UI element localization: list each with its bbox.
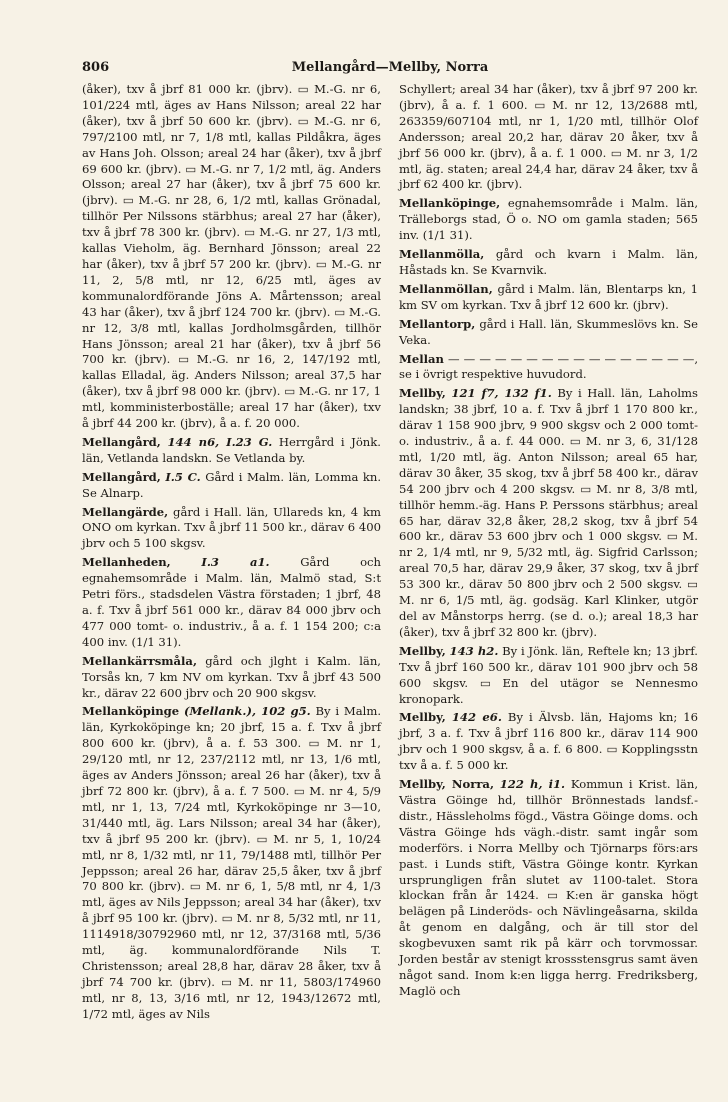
entry-continuation	[399, 82, 698, 193]
entry-text: Gård i Malm. län, Lomma kn. Se Alnarp.	[82, 469, 382, 500]
entry-headword: Mellanmöllan,	[399, 281, 493, 296]
entry-headword: Mellby, Norra,	[399, 777, 494, 792]
entry-text: gård i Hall. län, Ullareds kn, 4 km ONO om kyrkan. Txv å jbrf 11 500 kr., därav 6 400 jbrv och 5 100 skgsv.	[82, 504, 381, 551]
map-reference: 121 f7, 132 f1.	[451, 386, 552, 401]
map-reference: 142 e6.	[451, 710, 502, 725]
entry-headword: Mellanköpinge,	[399, 196, 501, 211]
dictionary-entry	[82, 505, 381, 553]
entry-text: Gård och egnahemsområde i Malm. län, Malmö stad, S:t Petri förs., stadsdelen Västra förstaden; 1 jbrf, 48 a. f. Txv å jbrf 561 000 kr., därav 84 000 jbrv och 477 000 tomt- o. industriv., å a. f. 1 154 200; c:a 400 inv. (1/1 31).	[82, 555, 382, 649]
running-head: Mellangård—Mellby, Norra	[291, 60, 489, 75]
dictionary-entry	[399, 710, 698, 774]
map-reference: I.5 C.	[165, 469, 201, 484]
entry-headword: Mellby,	[399, 643, 446, 658]
dictionary-entry	[82, 470, 381, 502]
entry-headword: Mellankärrsmåla,	[82, 653, 197, 668]
entry-text: Kommun i Krist. län, Västra Göinge hd, tillhör Brönnestads landsf.-distr., Hässleholms fögd., Västra Göinge doms. och Västra Göinge hds vägh.-distr. samt ingår som moderförs. i Norra Mellby och Tjörnarps förs:ars past. i Lunds stift, Västra Göinge kontr. Kyrkan ursprungligen från slutet av 1100-talet. Stora klockan från år 1424. ▭ K:en är ganska högt belägen på Linderöds- och Nävlingeåsarna, skilda åt genom en dalgång, och är till stor del skogbevuxen samt rik på kärr och torvmossar. Jorden består av stenigt krossstensgrus samt även något sand. Inom k:en ligga herrg. Fredriksberg, Maglö och	[399, 777, 699, 998]
dictionary-entry	[399, 317, 698, 349]
dictionary-entry	[399, 282, 698, 314]
entry-text: Schyllert; areal 34 har (åker), txv å jbrf 97 200 kr. (jbrv), å a. f. 1 600. ▭ M. nr 12, 13/2688 mtl, 263359/607104 mtl, nr 1, 1/20 mtl, tillhör Olof Andersson; areal 20,2 har, därav 20 åker, txv å jbrf 56 000 kr. (jbrv), å a. f. 1 000. ▭ M. nr 3, 1/2 mtl, äg. staten; areal 24,4 har, därav 24 åker, txv å jbrf 62 400 kr. (jbrv).	[399, 82, 698, 192]
entry-headword: Mellangärde,	[82, 504, 169, 519]
right-column	[399, 82, 698, 1026]
entry-text: Herrgård i Jönk. län, Vetlanda landskn. Se Vetlanda by.	[82, 434, 381, 465]
entry-headword: Mellan	[399, 351, 444, 366]
dictionary-entry	[82, 555, 381, 650]
entry-headword: Mellby,	[399, 710, 446, 725]
map-reference: 143 h2.	[449, 643, 499, 658]
entry-headword: Mellanköpinge	[82, 704, 180, 719]
entry-text: gård i Malm. län, Blentarps kn, 1 km SV om kyrkan. Txv å jbrf 12 600 kr. (jbrv).	[399, 281, 699, 312]
entry-headword: Mellanheden,	[82, 555, 171, 570]
entry-text: gård och jlght i Kalm. län, Torsås kn, 7 km NV om kyrkan. Txv å jbrf 43 500 kr., därav 22 600 jbrv och 20 900 skgsv.	[82, 653, 381, 700]
dictionary-entry	[399, 386, 698, 641]
entry-headword: Mellantorp,	[399, 316, 476, 331]
entry-continuation	[82, 82, 381, 432]
entry-headword: Mellangård,	[82, 434, 161, 449]
map-reference: 144 n6, I.23 G.	[167, 434, 273, 449]
entry-text: (åker), txv å jbrf 81 000 kr. (jbrv). ▭ M.-G. nr 6, 101/224 mtl, äges av Hans Nilsson; areal 22 har (åker), txv å jbrf 50 600 kr. (jbrv). ▭ M.-G. nr 6, 797/2100 mtl, nr 7, 1/8 mtl, kallas Pildåkra, äges av Hans Joh. Olsson; areal 24 har (åker), txv å jbrf 69 600 kr. (jbrv). ▭ M.-G. nr 7, 1/2 mtl, äg. Anders Olsson; areal 27 har (åker), txv å jbrf 75 600 kr. (jbrv). ▭ M.-G. nr 28, 6, 1/2 mtl, kallas Grönadal, tillhör Per Nilssons stärbhus; areal 27 har (åker), txv å jbrf 78 300 kr. (jbrv). ▭ M.-G. nr 27, 1/3 mtl, kallas Vieholm, äg. Bernhard Jönsson; areal 22 har (åker), txv å jbrf 57 200 kr. (jbrv). ▭ M.-G. nr 11, 2, 5/8 mtl, nr 12, 6/25 mtl, äges av kommunalordförande Jöns A. Mårtensson; areal 43 har (åker), txv å jbrf 124 700 kr. (jbrv). ▭ M.-G. nr 12, 3/8 mtl, kallas Jordholmsgården, tillhör Hans Jönsson; areal 21 har (åker), txv å jbrf 56 700 kr. (jbrv). ▭ M.-G. nr 16, 2, 147/192 mtl, kallas Elladal, äg. Anders Nilsson; areal 37,5 har (åker), txv å jbrf 98 000 kr. (jbrv). ▭ M.-G. nr 17, 1 mtl, komministerboställe; areal 17 har (åker), txv å jbrf 44 200 kr. (jbrv), å a. f. 20 000.	[82, 82, 381, 431]
dictionary-entry	[82, 654, 381, 702]
dictionary-entry	[399, 247, 698, 279]
left-column	[82, 82, 381, 1026]
entry-text: By i Hall. län, Laholms landskn; 38 jbrf, 10 a. f. Txv å jbrf 1 170 800 kr., därav 1 158 900 jbrv, 9 900 skgsv och 2 000 tomt- o. industriv., å a. f. 44 000. ▭ M. nr 3, 6, 31/128 mtl, 1/20 mtl, äg. Anton Nilsson; areal 65 har, därav 30 åker, 35 skog, txv å jbrf 58 400 kr., därav 54 200 jbrv och 4 200 skgsv. ▭ M. nr 8, 3/8 mtl, tillhör hemm.-äg. Hans P. Perssons stärbhus; areal 65 har, därav 32,8 åker, 28,2 skog, txv å jbrf 54 600 kr., därav 53 600 jbrv och 1 000 skgsv. ▭ M. nr 2, 1/4 mtl, nr 9, 5/32 mtl, äg. Sigfrid Carlsson; areal 70,5 har, därav 29,9 åker, 37 skog, txv å jbrf 53 300 kr., därav 50 800 jbrv och 2 500 skgsv. ▭ M. nr 6, 1/5 mtl, äg. godsäg. Karl Klinker, utgör del av Månstorps herrg. (se d. o.); areal 18,3 har (åker), txv å jbrf 32 800 kr. (jbrv).	[399, 386, 698, 639]
dictionary-entry	[399, 777, 698, 1000]
page-header	[82, 56, 698, 82]
page-number: 806	[82, 60, 110, 75]
map-reference: 122 h, i1.	[499, 777, 566, 792]
entry-text: By i Älvsb. län, Hajoms kn; 16 jbrf, 3 a. f. Txv å jbrf 116 800 kr., därav 114 900 jbrv och 1 900 skgsv, å a. f. 6 800. ▭ Kopplingsstn txv å a. f. 5 000 kr.	[399, 710, 699, 773]
entry-text: — — — — — — — — — — — — — — — —, se i övrigt respektive huvudord.	[399, 351, 699, 382]
dictionary-entry	[399, 352, 698, 384]
entry-headword: Mellby,	[399, 386, 446, 401]
entry-text: gård och kvarn i Malm. län, Håstads kn. Se Kvarnvik.	[399, 247, 699, 277]
entry-text: gård i Hall. län, Skummeslövs kn. Se Veka.	[399, 316, 698, 347]
map-reference: (Mellank.), 102 g5.	[183, 704, 311, 719]
entry-text: By i Jönk. län, Reftele kn; 13 jbrf. Txv å jbrf 160 500 kr., därav 101 900 jbrv och 58 600 skgsv. ▭ En del utägor se Nennesmo kronopark.	[399, 643, 698, 706]
entry-text: egnahemsområde i Malm. län, Trälleborgs stad, Ö o. NO om gamla staden; 565 inv. (1/1 31).	[399, 196, 699, 243]
entry-text: By i Malm. län, Kyrkoköpinge kn; 20 jbrf, 15 a. f. Txv å jbrf 800 600 kr. (jbrv), å a. f. 53 300. ▭ M. nr 1, 29/120 mtl, nr 12, 237/2112 mtl, nr 13, 1/6 mtl, äges av Anders Jönsson; areal 26 har (åker), txv å jbrf 72 800 kr. (jbrv), å a. f. 7 500. ▭ M. nr 4, 5/9 mtl, nr 1, 13, 7/24 mtl, Kyrkoköpinge nr 3—10, 31/440 mtl, äg. Lars Nilsson; areal 34 har (åker), txv å jbrf 95 200 kr. (jbrv). ▭ M. nr 5, 1, 10/24 mtl, nr 8, 1/32 mtl, nr 11, 79/1488 mtl, tillhör Per Jeppsson; areal 26 har, därav 25,5 åker, txv å jbrf 70 800 kr. (jbrv). ▭ M. nr 6, 1, 5/8 mtl, nr 4, 1/3 mtl, äges av Nils Jeppsson; areal 34 har (åker), txv å jbrf 95 100 kr. (jbrv). ▭ M. nr 8, 5/32 mtl, nr 11, 1114918/30792960 mtl, nr 12, 37/3168 mtl, 5/36 mtl, äg. kommunalordförande Nils T. Christensson; areal 28,8 har, därav 28 åker, txv å jbrf 74 700 kr. (jbrv). ▭ M. nr 11, 5803/174960 mtl, nr 8, 13, 3/16 mtl, nr 12, 1943/12672 mtl, 1/72 mtl, äges av Nils	[82, 704, 382, 1021]
dictionary-entry	[82, 704, 381, 1022]
dictionary-entry	[82, 435, 381, 467]
dictionary-entry	[399, 196, 698, 244]
dictionary-entry	[399, 644, 698, 708]
map-reference: I.3 a1.	[201, 555, 270, 570]
entry-headword: Mellanmölla,	[399, 247, 485, 262]
text-columns	[82, 82, 698, 1026]
entry-headword: Mellangård,	[82, 469, 161, 484]
